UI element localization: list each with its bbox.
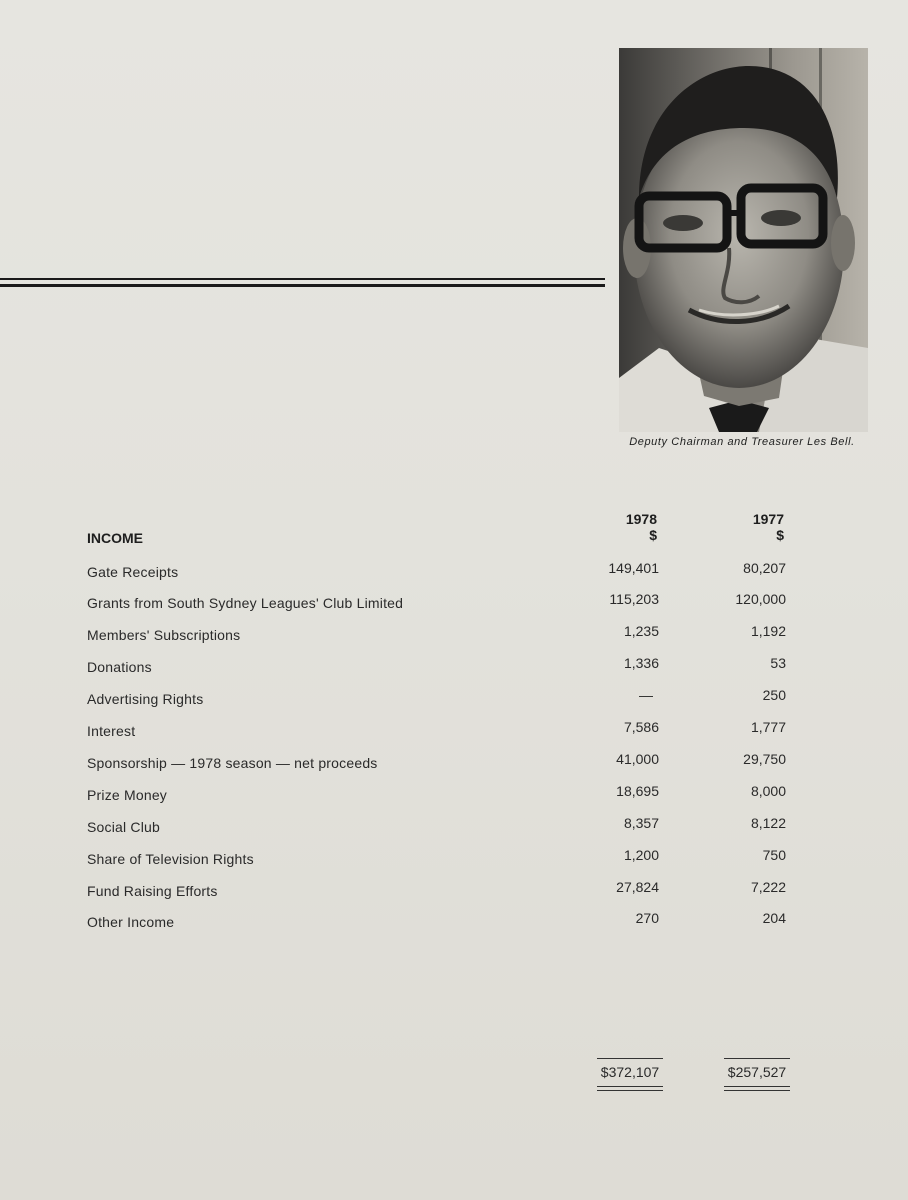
row-label: Fund Raising Efforts	[87, 883, 218, 899]
table-row	[87, 623, 797, 643]
row-value-1978: 1,336	[623, 655, 659, 671]
row-value-1978: 1,235	[623, 623, 659, 639]
table-row	[87, 815, 797, 835]
total-double-rule-lower	[597, 1090, 663, 1091]
total-double-rule-upper	[724, 1086, 790, 1087]
header-rule-thick	[0, 284, 605, 287]
row-label: Gate Receipts	[87, 564, 179, 580]
column-header-1977	[690, 511, 784, 543]
row-value-1978: 18,695	[616, 783, 659, 799]
total-value-1978: $372,107	[600, 1064, 660, 1080]
table-row	[87, 751, 797, 771]
photo-caption: Deputy Chairman and Treasurer Les Bell.	[629, 436, 855, 448]
row-value-1977: 204	[762, 910, 786, 926]
row-value-1977: 750	[762, 847, 786, 863]
row-value-1977: 1,777	[750, 719, 786, 735]
row-label: Grants from South Sydney Leagues' Club Limited	[87, 595, 404, 611]
table-row	[87, 879, 797, 899]
row-label: Social Club	[87, 819, 161, 835]
row-value-1978: —	[639, 687, 653, 703]
row-label: Other Income	[87, 914, 175, 930]
row-label: Sponsorship — 1978 season — net proceeds	[87, 755, 378, 771]
row-value-1977: 250	[762, 687, 786, 703]
table-row	[87, 560, 797, 580]
total-rule-top	[597, 1058, 663, 1059]
row-value-1978: 1,200	[623, 847, 659, 863]
row-value-1978: 7,586	[623, 719, 659, 735]
total-rule-top	[724, 1058, 790, 1059]
table-row	[87, 910, 797, 930]
total-double-rule-upper	[597, 1086, 663, 1087]
row-label: Interest	[87, 723, 136, 739]
column-year-1977: 1977	[752, 511, 784, 527]
row-value-1978: 149,401	[608, 560, 659, 576]
row-value-1978: 8,357	[623, 815, 659, 831]
table-row	[87, 687, 797, 707]
row-value-1977: 7,222	[750, 879, 786, 895]
portrait-illustration	[619, 48, 868, 432]
row-value-1977: 120,000	[735, 591, 786, 607]
row-value-1978: 41,000	[616, 751, 659, 767]
column-year-1978: 1978	[625, 511, 657, 527]
column-unit-1978: $	[649, 527, 657, 543]
row-value-1978: 115,203	[609, 591, 659, 607]
row-value-1977: 53	[770, 655, 786, 671]
portrait-photo	[619, 48, 868, 432]
row-value-1977: 1,192	[750, 623, 786, 639]
row-value-1978: 270	[635, 910, 659, 926]
table-row	[87, 719, 797, 739]
row-label: Donations	[87, 659, 152, 675]
row-value-1977: 8,122	[750, 815, 786, 831]
total-1978	[597, 1058, 663, 1091]
row-value-1978: 27,824	[616, 879, 659, 895]
table-row	[87, 783, 797, 803]
row-label: Share of Television Rights	[87, 851, 254, 867]
row-value-1977: 8,000	[750, 783, 786, 799]
row-value-1977: 29,750	[743, 751, 786, 767]
row-label: Advertising Rights	[87, 691, 204, 707]
table-row	[87, 847, 797, 867]
column-header-1978	[560, 511, 657, 543]
row-label: Prize Money	[87, 787, 168, 803]
row-value-1977: 80,207	[743, 560, 786, 576]
total-double-rule-lower	[724, 1090, 790, 1091]
column-unit-1977: $	[776, 527, 784, 543]
header-rule-thin	[0, 278, 605, 280]
table-row	[87, 591, 797, 611]
section-title-income: INCOME	[87, 530, 143, 546]
total-1977	[724, 1058, 790, 1091]
row-label: Members' Subscriptions	[87, 627, 241, 643]
total-value-1977: $257,527	[727, 1064, 787, 1080]
table-row	[87, 655, 797, 675]
